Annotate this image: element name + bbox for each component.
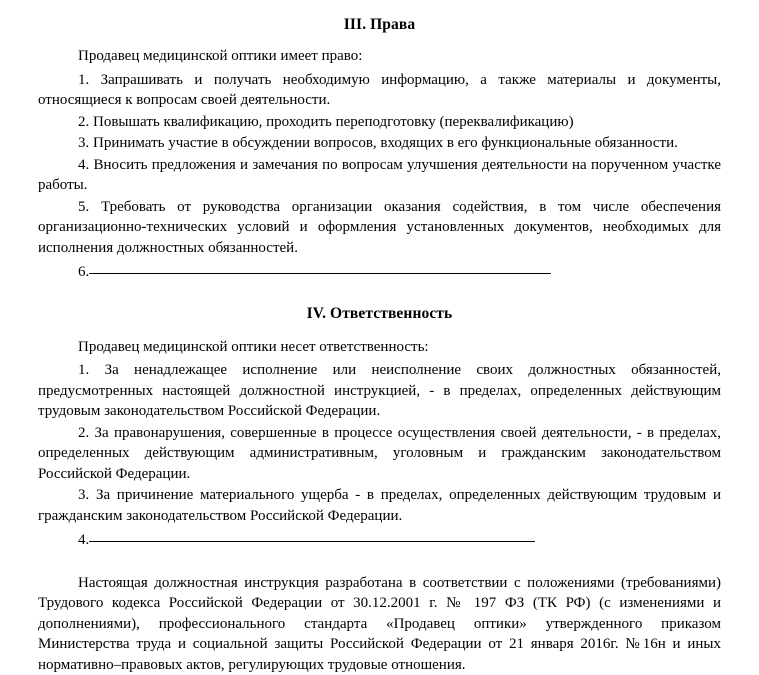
closing-block [38,573,721,675]
rights-item-4: 4. Вносить предложения и замечания по вопросам улучшения деятельности на порученном участке работы. [38,155,721,196]
rights-blank-item [38,260,721,283]
rights-item-5: 5. Требовать от руководства организации оказания содействия, в том числе обеспечения организационно-технических условий и оформления установленных документов, необходимых для исполнения должностных обязанностей. [38,197,721,259]
responsibility-item-2: 2. За правонарушения, совершенные в процессе осуществления своей деятельности, - в пределах, определенных действующим административным, уголовным и гражданским законодательством Российской Федерации. [38,423,721,485]
responsibility-item-3: 3. За причинение материального ущерба - в пределах, определенных действующим трудовым и гражданским законодательством Российской Федерации. [38,485,721,526]
section-heading-responsibility: IV. Ответственность [38,305,721,323]
section-heading-rights: III. Права [38,16,721,34]
rights-item-3: 3. Принимать участие в обсуждении вопросов, входящих в его функциональные обязанности. [38,133,721,154]
responsibility-blank-item [38,528,721,551]
closing-paragraph: Настоящая должностная инструкция разработана в соответствии с положениями (требованиями) Трудового кодекса Российской Федерации от 30.12.2001 г. № 197 ФЗ (ТК РФ) (с изменениями и дополнениями), профессионального стандарта «Продавец оптики» утвержденного приказом Министерства труда и социальной защиты Российской Федерации от 21 января 2016г. №16н и иных нормативно–правовых актов, регулирующих трудовые отношения. [38,573,721,675]
rights-blank-item-number: 6. [78,264,89,280]
rights-blank-line[interactable] [89,260,551,274]
spacer [38,551,721,573]
responsibility-item-1: 1. За ненадлежащее исполнение или неисполнение своих должностных обязанностей, предусмотренных настоящей должностной инструкцией, - в пределах, определенных действующим трудовым законодательством Российской Федерации. [38,360,721,422]
responsibility-blank-item-number: 4. [78,532,89,548]
responsibility-lead-paragraph: Продавец медицинской оптики несет ответственность: [38,337,721,358]
rights-lead-paragraph: Продавец медицинской оптики имеет право: [38,46,721,67]
rights-item-1: 1. Запрашивать и получать необходимую информацию, а также материалы и документы, относящиеся к вопросам своей деятельности. [38,70,721,111]
responsibility-blank-line[interactable] [89,528,535,542]
rights-item-2: 2. Повышать квалификацию, проходить переподготовку (переквалификацию) [38,112,721,133]
